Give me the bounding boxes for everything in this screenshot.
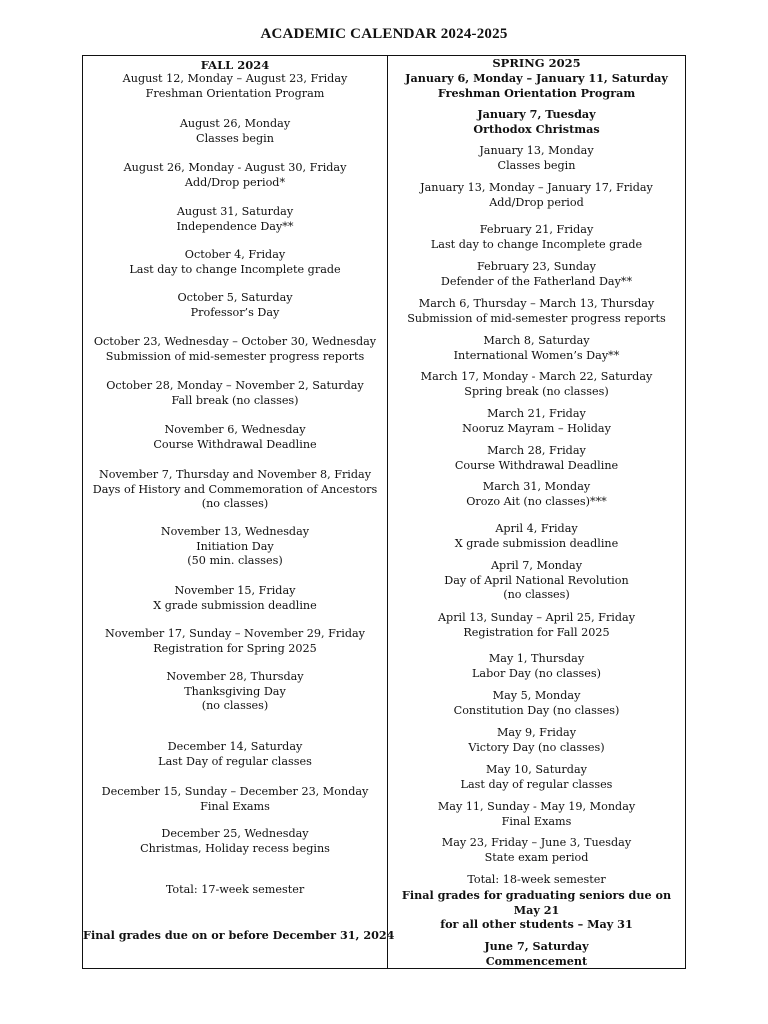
entry-desc: Submission of mid-semester progress reports: [105, 349, 365, 363]
entry-date: February 21, Friday: [479, 223, 594, 236]
entry-desc: Registration for Spring 2025: [153, 641, 317, 655]
entry-desc: Last Day of regular classes: [158, 754, 312, 768]
spring-entry: [388, 726, 685, 755]
entry-date: April 13, Sunday – April 25, Friday: [437, 611, 636, 624]
entry-date: May 10, Saturday: [486, 763, 587, 776]
entry-desc: (50 min. classes): [187, 554, 283, 568]
entry-desc: Victory Day (no classes): [468, 740, 605, 754]
fall-total: Total: 17-week semester: [165, 883, 305, 896]
entry-desc: Course Withdrawal Deadline: [153, 437, 317, 451]
entry-date: November 7, Thursday and November 8, Friday: [98, 468, 372, 481]
commencement-date: June 7, Saturday: [484, 939, 589, 953]
entry-desc: Add/Drop period*: [184, 175, 286, 189]
entry-desc: Classes begin: [497, 158, 576, 172]
spring-entry: [388, 407, 685, 436]
entry-date: December 15, Sunday – December 23, Monday: [101, 785, 369, 798]
spring-header: SPRING 2025: [492, 56, 581, 70]
entry-date: January 7, Tuesday: [477, 107, 596, 121]
entry-date: March 28, Friday: [487, 444, 586, 457]
fall-entry: [83, 468, 387, 512]
entry-desc: Last day of regular classes: [460, 777, 613, 791]
entry-date: January 6, Monday – January 11, Saturday: [405, 71, 668, 85]
entry-date: November 28, Thursday: [166, 670, 304, 683]
spring-entry: [388, 223, 685, 252]
entry-date: August 26, Monday - August 30, Friday: [123, 161, 347, 174]
fall-entry: [83, 248, 387, 277]
calendar-table: [82, 55, 686, 969]
entry-desc: X grade submission deadline: [454, 536, 619, 550]
entry-desc: Professor’s Day: [190, 305, 280, 319]
commencement-label: Commencement: [485, 953, 588, 968]
entry-date: October 23, Wednesday – October 30, Wednesday: [93, 335, 377, 348]
entry-desc: Course Withdrawal Deadline: [454, 458, 619, 472]
fall-entry: [83, 827, 387, 856]
entry-date: August 26, Monday: [179, 117, 291, 130]
spring-entry: [388, 107, 685, 136]
entry-desc: Thanksgiving Day: [184, 684, 286, 698]
entry-date: December 14, Saturday: [167, 740, 303, 753]
entry-desc: Freshman Orientation Program: [437, 85, 636, 100]
spring-entry: [388, 444, 685, 473]
fall-final-grades: Final grades due on or before December 31, 2024: [83, 928, 395, 942]
entry-desc: Registration for Fall 2025: [463, 625, 610, 639]
fall-entry: [83, 423, 387, 452]
entry-desc: Orthodox Christmas: [473, 121, 600, 136]
entry-desc: (no classes): [503, 588, 570, 602]
entry-desc: (no classes): [201, 699, 269, 713]
entry-desc: Labor Day (no classes): [471, 666, 601, 680]
entry-desc: Christmas, Holiday recess begins: [140, 841, 330, 855]
spring-entry: [388, 144, 685, 173]
entry-desc: International Women’s Day**: [453, 348, 620, 362]
entry-desc: Final Exams: [200, 799, 270, 813]
entry-date: January 13, Monday: [479, 144, 594, 157]
fall-entry: [83, 670, 387, 714]
spring-entry: [388, 836, 685, 865]
entry-desc: State exam period: [484, 850, 589, 864]
fall-entry: [83, 785, 387, 814]
entry-date: May 9, Friday: [496, 726, 577, 739]
spring-entry: [388, 611, 685, 640]
entry-desc: Freshman Orientation Program: [145, 86, 325, 100]
entry-date: December 25, Wednesday: [161, 827, 309, 840]
fall-entry: [83, 627, 387, 656]
entry-desc: Last day to change Incomplete grade: [129, 262, 341, 276]
entry-date: March 6, Thursday – March 13, Thursday: [418, 297, 655, 310]
fall-entry: [83, 205, 387, 234]
entry-date: March 21, Friday: [487, 407, 586, 420]
entry-date: May 11, Sunday - May 19, Monday: [437, 800, 636, 813]
spring-entry: [388, 260, 685, 289]
entry-desc: Spring break (no classes): [464, 384, 609, 398]
entry-desc: Last day to change Incomplete grade: [430, 237, 643, 251]
spring-entry: [388, 652, 685, 681]
fall-entry: [83, 525, 387, 569]
entry-desc: Add/Drop period: [489, 195, 584, 209]
entry-date: October 28, Monday – November 2, Saturday: [106, 379, 364, 392]
entry-date: August 31, Saturday: [176, 205, 294, 218]
entry-date: August 12, Monday – August 23, Friday: [122, 72, 348, 85]
spring-orientation: [388, 71, 685, 100]
spring-entry: [388, 370, 685, 399]
fall-entry: [83, 584, 387, 613]
entry-desc: Classes begin: [196, 131, 274, 145]
entry-desc: Defender of the Fatherland Day**: [440, 274, 633, 288]
spring-entry: [388, 480, 685, 509]
entry-desc: Days of History and Commemoration of Ancestors: [92, 482, 378, 496]
entry-desc: Constitution Day (no classes): [453, 703, 620, 717]
entry-date: May 23, Friday – June 3, Tuesday: [441, 836, 632, 849]
entry-desc: Independence Day**: [176, 219, 294, 233]
entry-desc: Submission of mid-semester progress reports: [407, 311, 666, 325]
spring-entry: [388, 297, 685, 326]
spring-entry: [388, 559, 685, 603]
entry-date: November 13, Wednesday: [160, 525, 310, 538]
fall-entry: [83, 335, 387, 364]
fall-header: FALL 2024: [200, 58, 270, 72]
entry-desc: Nooruz Mayram – Holiday: [462, 421, 611, 435]
entry-date: April 4, Friday: [495, 522, 578, 535]
entry-date: January 13, Monday – January 17, Friday: [420, 181, 653, 194]
entry-desc: (no classes): [201, 497, 269, 511]
final-grades-line: for all other students – May 31: [440, 917, 633, 932]
fall-entry: [83, 117, 387, 146]
spring-entry: [388, 763, 685, 792]
page-title: ACADEMIC CALENDAR 2024-2025: [260, 26, 508, 42]
spring-entry: [388, 334, 685, 363]
spring-entry: [388, 181, 685, 210]
entry-desc: Final Exams: [501, 814, 572, 828]
spring-final-grades: [388, 888, 685, 932]
spring-entry: [388, 689, 685, 718]
entry-date: November 15, Friday: [174, 584, 296, 597]
fall-entry: [83, 72, 387, 101]
entry-desc: Orozo Ait (no classes)***: [466, 494, 607, 508]
spring-column: [388, 56, 685, 968]
entry-date: May 5, Monday: [492, 689, 581, 702]
entry-desc: Day of April National Revolution: [444, 573, 629, 587]
entry-date: November 17, Sunday – November 29, Friday: [105, 627, 365, 640]
spring-total: Total: 18-week semester: [467, 873, 606, 886]
entry-date: March 8, Saturday: [483, 334, 590, 347]
entry-desc: Initiation Day: [196, 539, 274, 553]
entry-date: October 4, Friday: [184, 248, 286, 261]
fall-column: [83, 56, 395, 968]
entry-date: March 17, Monday - March 22, Saturday: [420, 370, 653, 383]
entry-date: May 1, Thursday: [488, 652, 585, 665]
fall-entry: [83, 379, 387, 408]
spring-entry: [388, 800, 685, 829]
fall-entry: [83, 291, 387, 320]
entry-date: October 5, Saturday: [177, 291, 293, 304]
spring-entry: [388, 522, 685, 551]
entry-date: April 7, Monday: [490, 559, 583, 572]
fall-entry: [83, 740, 387, 769]
final-grades-line: May 21: [513, 902, 560, 917]
entry-desc: X grade submission deadline: [153, 598, 317, 612]
entry-date: February 23, Sunday: [477, 260, 596, 273]
fall-entry: [83, 161, 387, 190]
entry-date: March 31, Monday: [482, 480, 591, 493]
entry-desc: Fall break (no classes): [171, 393, 299, 407]
spring-commencement: [388, 939, 685, 968]
entry-date: November 6, Wednesday: [164, 423, 306, 436]
final-grades-line: Final grades for graduating seniors due on: [401, 888, 672, 902]
